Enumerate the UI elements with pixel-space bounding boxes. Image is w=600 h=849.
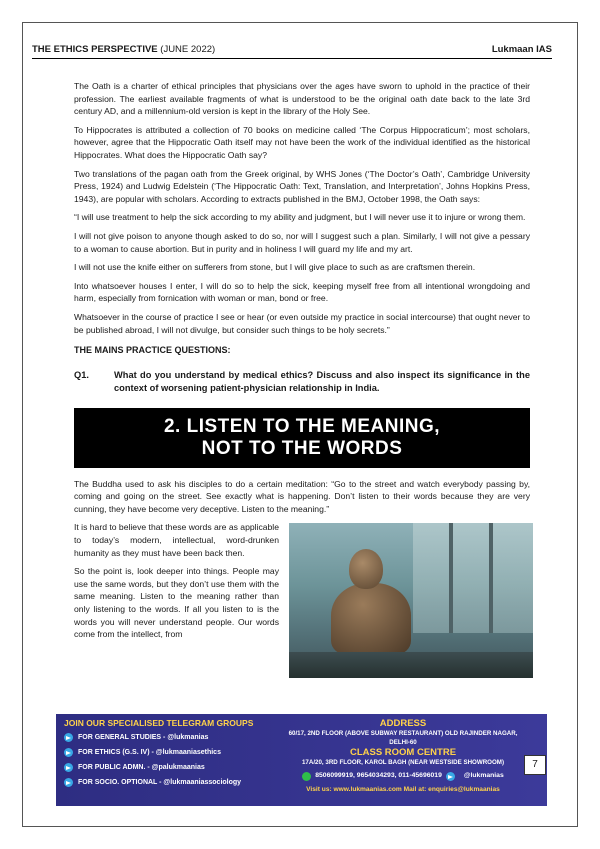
buddha-statue-image (289, 523, 533, 678)
question-text: What do you understand by medical ethics? Discuss and also inspect its significance in the context of worsening patient-physician relationship in India. (114, 369, 530, 394)
telegram-icon (64, 733, 73, 742)
telegram-groups (64, 718, 279, 793)
address-heading: ADDRESS (379, 718, 427, 729)
contact-row (288, 771, 518, 781)
address-block (288, 718, 518, 793)
oath-quote: I will not use the knife either on sufferers from stone, but I will give place to such as are craftsmen therein. (74, 262, 476, 273)
paragraph: Two translations of the pagan oath from the Greek original, by WHS Jones (‘The Doctor’s Oath’, Cambridge University Press, 1924) and Ludwig Edelstein (‘The Hippocratic Oath: Text, Translation, and Interpretation’, Johns Hopkins Press, 1943), are popular with scholars. According to extracts published in the BMJ, October 1998, the Oath says: (74, 168, 530, 204)
paragraph: So the point is, look deeper into things. People may use the same words, but they don’t use them with the same meaning. Listen to the meaning rather than only listening to the words. If all you listen to is the words you will never understand people. Our words come from the intellect, from (74, 566, 279, 640)
class-room-heading: CLASS ROOM CENTRE (349, 747, 457, 758)
whatsapp-icon (302, 772, 311, 781)
telegram-group-item[interactable]: FOR ETHICS (G.S. IV) - @lukmaaniasethics (64, 748, 279, 757)
window-frame-bar (449, 523, 453, 633)
oath-quote: “I will use treatment to help the sick according to my ability and judgment, but I will never use it to injure or wrong them. (74, 212, 526, 223)
header-title: THE ETHICS PERSPECTIVE (JUNE 2022) (32, 44, 216, 55)
window-frame-bar (489, 523, 493, 633)
address-text: 60/17, 2ND FLOOR (ABOVE SUBWAY RESTAURANT) OLD RAJINDER NAGAR, DELHI-60 (288, 730, 518, 746)
telegram-icon (64, 778, 73, 787)
telegram-handle[interactable]: @lukmanias (463, 772, 504, 779)
telegram-icon (64, 748, 73, 757)
left-column (74, 521, 279, 678)
paragraph: It is hard to believe that these words are as applicable to today’s modern, intellectual, word-drunken humanity as they must have been back then. (74, 522, 279, 558)
banner-line-1: 2. LISTEN TO THE MEANING, (163, 415, 441, 437)
oath-quote: I will not give poison to anyone though asked to do so, nor will I suggest such a plan. Similarly, I will not give a pessary to a woman to cause abortion. But in purity and in holiness I will guard my life and my art. (74, 230, 530, 254)
practice-question (74, 369, 530, 396)
question-number: Q1. (74, 369, 89, 380)
article-body (74, 80, 530, 678)
footer-banner (56, 714, 547, 806)
oath-quote: Into whatsoever houses I enter, I will do so to help the sick, keeping myself free from all intentional wrongdoing and harm, especially from fornication with woman or man, bond or free. (74, 280, 530, 304)
telegram-group-item[interactable]: FOR SOCIO. OPTIONAL - @lukmaaniassociology (64, 778, 279, 787)
window-backdrop (413, 523, 533, 633)
website-email[interactable]: Visit us: www.lukmaanias.com Mail at: enquiries@lukmaanias (306, 786, 500, 793)
class-room-address: 17A/20, 3RD FLOOR, KAROL BAGH (NEAR WESTSIDE SHOWROOM) (301, 759, 505, 766)
section-banner (74, 408, 530, 468)
paragraph: To Hippocrates is attributed a collection of 70 books on medicine called ‘The Corpus Hippocraticum’; most scholars, however, agree that the Hippocratic Oath itself may not have been the work of the individual identified as the historical Hippocrates. What does the Hippocratic Oath say? (74, 124, 530, 160)
header-brand: Lukmaan IAS (491, 44, 552, 55)
telegram-icon (446, 772, 455, 781)
telegram-group-item[interactable]: FOR GENERAL STUDIES - @lukmanias (64, 733, 279, 742)
shelf (289, 652, 533, 678)
statue-head (349, 549, 383, 589)
text-with-image (74, 521, 530, 678)
oath-quote: Whatsoever in the course of practice I see or hear (or even outside my practice in social intercourse) that ought never to be published abroad, I will not divulge, but consider such things to be holy secrets.” (74, 311, 530, 335)
statue-body (331, 583, 411, 655)
telegram-groups-title: JOIN OUR SPECIALISED TELEGRAM GROUPS (64, 718, 254, 728)
telegram-group-item[interactable]: FOR PUBLIC ADMN. - @palukmaanias (64, 763, 279, 772)
telegram-icon (64, 763, 73, 772)
phone-numbers[interactable]: 8506099919, 9654034293, 011-45696019 (315, 772, 442, 779)
paragraph: The Oath is a charter of ethical principles that physicians over the ages have sworn to uphold in the practice of their profession. The earliest available fragments of what is understood to be the original oath date back to the late 3rd century AD, and a millennium-old version is kept in the library of the Holy See. (74, 81, 530, 117)
mains-heading: THE MAINS PRACTICE QUESTIONS: (74, 345, 231, 356)
page-number: 7 (524, 755, 546, 775)
banner-line-2: NOT TO THE WORDS (201, 437, 403, 459)
paragraph: The Buddha used to ask his disciples to do a certain meditation: “Go to the street and watch everybody passing by, coming and going on the street. See exactly what is happening. Don’t listen to their words because they are very cunning, they have become very deceptive. Listen to the meaning.” (74, 478, 530, 514)
page-header (32, 44, 552, 55)
header-rule (32, 58, 552, 59)
